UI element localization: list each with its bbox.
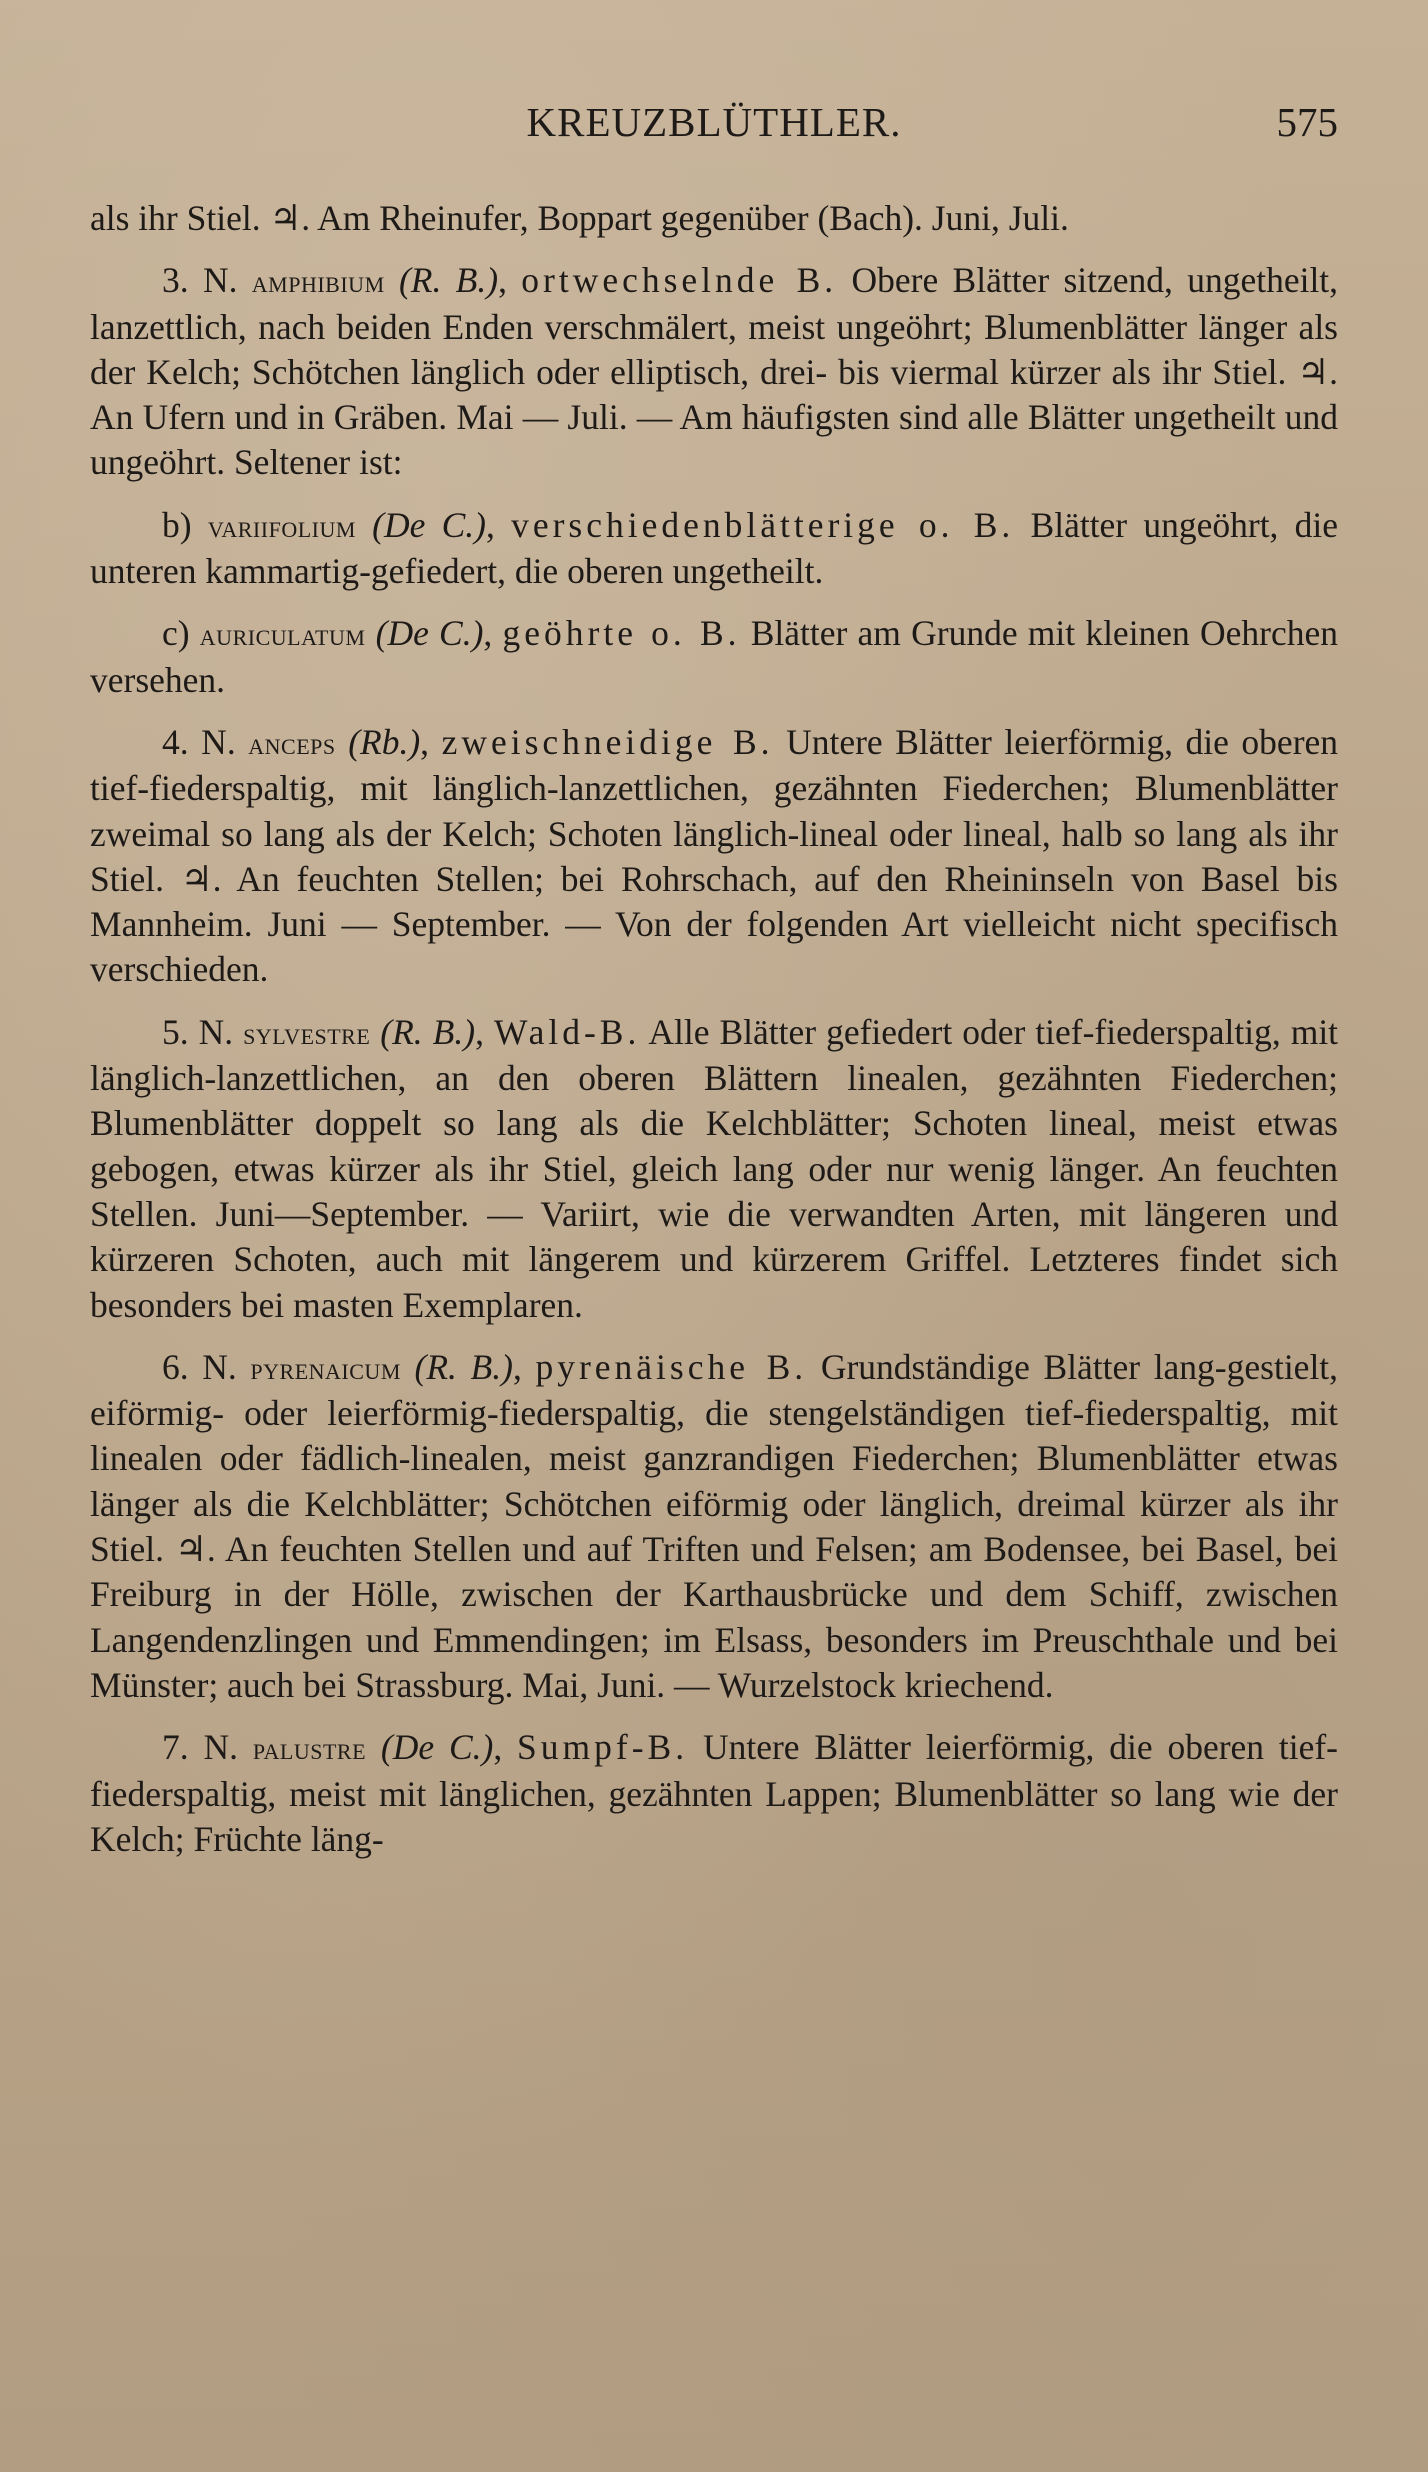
species-author: (R. B.) [414, 1346, 513, 1387]
running-head: KREUZBLÜTHLER. [526, 99, 902, 145]
species-name: sylvestre [243, 1015, 371, 1051]
species-entry: 5. N. sylvestre (R. B.), Wald-B. Alle Blätter gefiedert oder tief-fiederspaltig, mit länglich-lanzettlichen, an den oberen Blättern linealen, gezähnten Fiederchen; Blumenblätter doppelt so lang als die Kelchblätter; Schoten lineal, meist etwas gebogen, etwas kürzer als ihr Stiel, gleich lang oder nur wenig länger. An feuchten Stellen. Juni—September. — Variirt, wie die verwandten Arten, mit längeren und kürzeren Schoten, auch mit längerem und kürzerem Griffel. Letzteres findet sich besonders bei masten Exemplaren. [90, 1011, 1339, 1325]
common-name: Wald-B. [493, 1011, 641, 1052]
species-entry: 7. N. palustre (De C.), Sumpf-B. Untere Blätter leierförmig, die oberen tief-fiederspaltig, meist mit länglichen, gezähnten Lappen; Blumenblätter so lang wie der Kelch; Früchte läng- [90, 1727, 1338, 1859]
species-author: (De C.) [380, 1727, 494, 1768]
entry-description: Blätter am Grunde mit kleinen Oehrchen versehen. [90, 613, 1338, 700]
variety-entry: c) auriculatum (De C.), geöhrte o. B. Blätter am Grunde mit kleinen Oehrchen versehen. [90, 613, 1338, 700]
common-name: zweischneidige B. [441, 721, 774, 762]
common-name: verschiedenblätterige o. B. [511, 504, 1015, 545]
species-name: auriculatum [199, 617, 366, 653]
entry-description: Untere Blätter leierförmig, die oberen tief-fiederspaltig, mit länglich-lanzettlichen, gezähnten Fiederchen; Blumenblätter zweimal so lang als der Kelch; Schoten länglich-lineal oder lineal, halb so lang als ihr Stiel. ♃. An feuchten Stellen; bei Rohrschach, auf den Rheininseln von Basel bis Mannheim. Juni — September. — Von der folgenden Art vielleicht nicht specifisch verschieden. [90, 721, 1339, 990]
entry-number: 3. N. [162, 260, 238, 301]
body-text [90, 196, 1338, 1879]
species-entry: 6. N. pyrenaicum (R. B.), pyrenäische B. Grundständige Blätter lang-gestielt, eiförmig- oder leierförmig-fiederspaltig, die stengelständigen tief-fiederspaltig, mit linealen oder fädlich-linealen, meist ganzrandigen Fiederchen; Blumenblätter etwas länger als die Kelchblätter; Schötchen eiförmig oder länglich, dreimal kürzer als ihr Stiel. ♃. An feuchten Stellen und auf Triften und Felsen; am Bodensee, bei Basel, bei Freiburg in der Hölle, zwischen der Karthausbrücke und dem Schiff, zwischen Langendenzlingen und Emmendingen; im Elsass, besonders im Preuschthale und bei Münster; auch bei Strassburg. Mai, Juni. — Wurzelstock kriechend. [90, 1346, 1339, 1705]
page-header [90, 96, 1338, 156]
entry-description: Grundständige Blätter lang-gestielt, eiförmig- oder leierförmig-fiederspaltig, die stengelständigen tief-fiederspaltig, mit linealen oder fädlich-linealen, meist ganzrandigen Fiederchen; Blumenblätter etwas länger als die Kelchblätter; Schötchen eiförmig oder länglich, dreimal kürzer als ihr Stiel. ♃. An feuchten Stellen und auf Triften und Felsen; am Bodensee, bei Basel, bei Freiburg in der Hölle, zwischen der Karthausbrücke und dem Schiff, zwischen Langendenzlingen und Emmendingen; im Elsass, besonders im Preuschthale und bei Münster; auch bei Strassburg. Mai, Juni. — Wurzelstock kriechend. [90, 1346, 1339, 1705]
species-author: (De C.) [375, 613, 484, 654]
species-author: (De C.) [372, 504, 486, 545]
entry-number: 4. N. [162, 721, 236, 762]
entry-description: Alle Blätter gefiedert oder tief-fiederspaltig, mit länglich-lanzettlichen, an den oberen Blättern linealen, gezähnten Fiederchen; Blumenblätter doppelt so lang als die Kelchblätter; Schoten lineal, meist etwas gebogen, etwas kürzer als ihr Stiel, gleich lang oder nur wenig länger. An feuchten Stellen. Juni—September. — Variirt, wie die verwandten Arten, mit längeren und kürzeren Schoten, auch mit längerem und kürzerem Griffel. Letzteres findet sich besonders bei masten Exemplaren. [90, 1011, 1339, 1325]
common-name: Sumpf-B. [517, 1727, 689, 1768]
species-name: palustre [252, 1731, 367, 1767]
species-name: anceps [248, 725, 336, 761]
entry-number: c) [162, 613, 190, 654]
species-author: (Rb.) [348, 721, 421, 762]
species-author: (R. B.) [398, 260, 499, 301]
entry-number: 5. N. [162, 1011, 234, 1052]
continuation-paragraph: als ihr Stiel. ♃. Am Rheinufer, Boppart gegenüber (Bach). Juni, Juli. [90, 198, 1069, 238]
entry-description: Blätter ungeöhrt, die unteren kammartig-gefiedert, die oberen ungetheilt. [90, 504, 1339, 592]
species-name: amphibium [251, 264, 385, 300]
entry-description: Untere Blätter leierförmig, die oberen tief-fiederspaltig, meist mit länglichen, gezähnten Lappen; Blumenblätter so lang wie der Kelch; Früchte läng- [90, 1727, 1338, 1859]
species-entry: 3. N. amphibium (R. B.), ortwechselnde B. Obere Blätter sitzend, ungetheilt, lanzettlich, nach beiden Enden verschmälert, meist ungeöhrt; Blumenblätter länger als der Kelch; Schötchen länglich oder elliptisch, drei- bis viermal kürzer als ihr Stiel. ♃. An Ufern und in Gräben. Mai — Juli. — Am häufigsten sind alle Blätter ungetheilt und ungeöhrt. Seltener ist: [90, 260, 1339, 483]
species-name: variifolium [207, 508, 356, 544]
entry-number: 6. N. [162, 1346, 237, 1387]
common-name: geöhrte o. B. [502, 613, 741, 654]
entry-description: Obere Blätter sitzend, ungetheilt, lanzettlich, nach beiden Enden verschmälert, meist ungeöhrt; Blumenblätter länger als der Kelch; Schötchen länglich oder elliptisch, drei- bis viermal kürzer als ihr Stiel. ♃. An Ufern und in Gräben. Mai — Juli. — Am häufigsten sind alle Blätter ungetheilt und ungeöhrt. Seltener ist: [90, 260, 1339, 483]
variety-entry: b) variifolium (De C.), verschiedenblätterige o. B. Blätter ungeöhrt, die unteren kammartig-gefiedert, die oberen ungetheilt. [90, 504, 1339, 592]
common-name: ortwechselnde B. [521, 260, 838, 301]
page-number: 575 [1276, 99, 1338, 145]
entry-number: b) [162, 504, 192, 545]
entry-number: 7. N. [162, 1727, 238, 1768]
species-name: pyrenaicum [250, 1350, 401, 1386]
common-name: pyrenäische B. [535, 1346, 808, 1387]
species-author: (R. B.) [380, 1011, 476, 1052]
species-entry: 4. N. anceps (Rb.), zweischneidige B. Untere Blätter leierförmig, die oberen tief-fiederspaltig, mit länglich-lanzettlichen, gezähnten Fiederchen; Blumenblätter zweimal so lang als der Kelch; Schoten länglich-lineal oder lineal, halb so lang als ihr Stiel. ♃. An feuchten Stellen; bei Rohrschach, auf den Rheininseln von Basel bis Mannheim. Juni — September. — Von der folgenden Art vielleicht nicht specifisch verschieden. [90, 721, 1339, 990]
